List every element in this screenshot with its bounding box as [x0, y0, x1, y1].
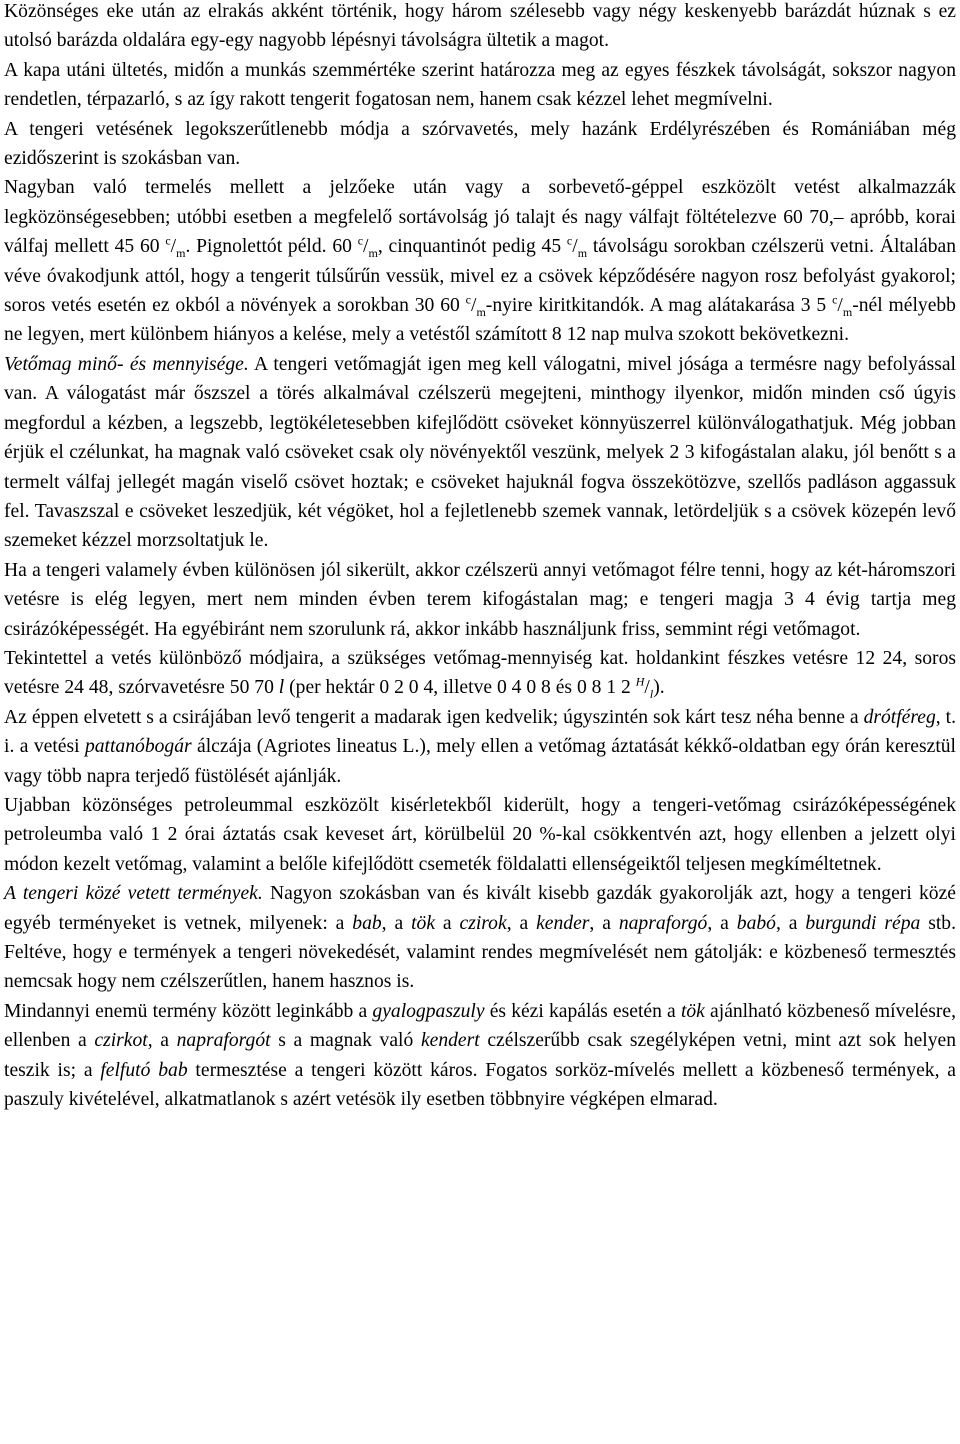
text-run: -nyire kiritkitandók. A mag alátakarása 3 5: [485, 295, 833, 317]
subscript-run: m: [577, 246, 588, 261]
superscript-run: c: [165, 233, 171, 248]
text-run: távolságu sorokban czélszerü vetni. Általában véve óvakodjunk attól, hogy a tengerit túlsűrűn vessük, mivel ez a csövek képződésére nagyon rosz befolyást gyakorol; soros vetés esetén ez okból a növények a sorokban 30 60: [4, 236, 956, 317]
superscript-run: H: [635, 674, 645, 689]
paragraph: [4, 173, 956, 349]
text-run: felfutó bab: [100, 1059, 188, 1081]
text-run: drótféreg: [863, 706, 936, 728]
paragraph: [4, 791, 956, 879]
paragraph: [4, 997, 956, 1115]
text-run: ajánlható közbeneső mívelésre, ellenben a: [4, 1000, 956, 1052]
text-run: babó: [736, 912, 776, 934]
text-run: stb. Feltéve, hogy e termények a tengeri növekedését, valamint rendes megmívelését nem gátolják: e közbeneső termesztés nemcsak hogy nem czélszerűtlen, hanem hasznos is.: [4, 912, 956, 993]
text-run: Az éppen elvetett s a csirájában levő tengerit a madarak igen kedvelik; úgyszintén sok kárt tesz néha benne a: [4, 706, 864, 728]
text-run: Mindannyi enemü termény között leginkább a: [4, 1000, 373, 1022]
text-run: , a: [147, 1030, 177, 1052]
subscript-run: m: [368, 246, 378, 261]
paragraph: [4, 644, 956, 703]
text-run: a: [435, 912, 460, 934]
superscript-run: c: [832, 292, 838, 307]
text-run: Ha a tengeri valamely évben különösen jól sikerült, akkor czélszerü annyi vetőmagot félre tenni, hogy az két-háromszori vetésre is elég legyen, mert nem minden évben terem kifogástalan mag; e tengeri magja 3 4 évig tartja meg csirázóképességét. Ha egyébiránt nem szorulunk rá, akkor inkább használjunk friss, semmint régi vetőmagot.: [4, 559, 956, 640]
text-run: Nagyban való termelés mellett a jelzőeke után vagy a sorbevető-géppel eszközölt vetést alkalmazzák legközönségesebben; utóbbi esetben a megfelelő sortávolság jó talajt és nagy válfajt föltételezve 60 70,– apróbb, korai válfaj mellett 45 60: [4, 177, 956, 258]
text-run: . Pignolettót péld. 60: [185, 236, 358, 258]
text-run: kendert: [420, 1030, 480, 1052]
text-run: -nél mélyebb ne legyen, mert különbem hiányos a kelése, mely a vetéstől számított 8 12 nap mulva szokott bekövetkezni.: [4, 295, 956, 346]
paragraph: [4, 879, 956, 997]
paragraph: [4, 350, 956, 556]
superscript-run: c: [566, 233, 573, 248]
text-run: A tengeri közé vetett termények.: [4, 883, 263, 905]
text-run: czélszerűbb csak szegélyképen vetni, mint azt sok helyen teszik is; a: [4, 1030, 956, 1081]
text-run: Ujabban közönséges petroleummal eszközölt kisérletekből kiderült, hogy a tengeri-vetőmag csirázóképességének petroleumba való 1 2 órai áztatás csak keveset árt, körülbelül 20 %-kal csökkentvén azt, hogy ellenben a jelzett olyi módon kezelt vetőmag, valamint a belőle kifejlődött csemeték földalatti ellenségeiktől teljesen megkíméltetnek.: [4, 794, 956, 875]
text-run: czirkot: [94, 1030, 148, 1052]
paragraph: [4, 556, 956, 644]
text-run: , a: [381, 912, 412, 934]
paragraph: [4, 0, 956, 56]
text-run: gyalogpaszuly: [372, 1000, 485, 1022]
text-run: Tekintettel a vetés különböző módjaira, a szükséges vetőmag-mennyiség kat. holdankint fészkes vetésre 12 24, soros vetésre 24 48, szórvavetésre 50 70: [4, 647, 956, 699]
text-run: , a: [707, 912, 737, 934]
text-run: , a: [506, 912, 537, 934]
text-run: /: [572, 236, 578, 258]
text-run: , a: [775, 912, 806, 934]
text-run: Vetőmag minő- és mennyisége.: [4, 353, 249, 375]
paragraph: [4, 56, 956, 115]
text-run: álczája (Agriotes lineatus L.), mely ellen a vetőmag áztatását kékkő-oldatban egy órán keresztül vagy több napra terjedő füstölését ajánlják.: [4, 736, 957, 787]
subscript-run: l: [649, 687, 654, 702]
superscript-run: c: [465, 292, 471, 307]
text-run: (per hektár 0 2 0 4, illetve 0 4 0 8 és 0 8 1 2: [284, 677, 636, 699]
text-run: Nagyon szokásban van és kivált kisebb gazdák gyakorolják azt, hogy a tengeri közé egyéb terményeket is vetnek, milyenek: a: [4, 883, 956, 934]
text-run: , a: [589, 912, 619, 934]
text-run: /: [471, 295, 477, 317]
paragraph: [4, 115, 956, 174]
text-run: napraforgót: [176, 1030, 271, 1052]
paragraph: [4, 703, 956, 791]
text-run: /: [170, 236, 177, 258]
text-run: és kézi kapálás esetén a: [484, 1000, 681, 1022]
subscript-run: m: [476, 304, 486, 319]
text-run: termesztése a tengeri között káros. Fogatos sorköz-mívelés mellett a közbeneső termények, a paszuly kivételével, alkatmatlanok s azért vetésök ily esetben többnyire végképen elmarad.: [4, 1059, 956, 1111]
text-run: pattanóbogár: [84, 736, 192, 758]
text-run: tök: [680, 1000, 705, 1022]
text-run: , t. i. a vetési: [4, 706, 956, 758]
text-run: l: [278, 677, 285, 699]
text-run: ).: [653, 677, 665, 699]
text-run: /: [837, 295, 843, 317]
text-run: czirok: [459, 912, 507, 934]
text-run: burgundi répa: [805, 912, 921, 934]
subscript-run: m: [842, 304, 853, 319]
subscript-run: m: [176, 246, 186, 261]
text-run: A kapa utáni ültetés, midőn a munkás szemmértéke szerint határozza meg az egyes fészkek távolságát, sokszor nagyon rendetlen, térpazarló, s az így rakott tengerit fogatosan nem, hanem csak kézzel lehet megmívelni.: [4, 59, 956, 111]
text-run: s a magnak való: [270, 1030, 421, 1052]
text-run: /: [644, 677, 650, 699]
text-run: kender: [536, 912, 590, 934]
text-run: A tengeri vetésének legokszerűtlenebb módja a szórvavetés, mely hazánk Erdélyrészében és Romániában még ezidőszerint is szokásban van.: [4, 118, 956, 170]
text-run: napraforgó: [618, 912, 708, 934]
superscript-run: c: [357, 233, 364, 248]
text-run: A tengeri vetőmagját igen meg kell válogatni, mivel jósága a termésre nagy befolyással van. A válogatást már őszszel a törés alkalmával czélszerü megejteni, minthogy ilyenkor, midőn minden cső úgyis megfordul a kézben, a legszebb, legtökéletesebben kifejlődött csöveket könnyüszerrel különválogathatjuk. Még jobban érjük el czélunkat, ha magnak való csöveket csak oly növényektől veszünk, melyek 2 3 kifogástalan alaku, jól benőtt s a termelt válfaj jellegét magán viselő csövet hoztak; e csöveket hajuknál fogva összekötözve, szellős padláson aggassuk fel. Tavaszszal e csöveket leszedjük, két végöket, hol a fejletlenebb szemek vannak, letördeljük s a csövek közepén levő szemeket kézzel morzsoltatjuk le.: [4, 353, 956, 552]
text-run: , cinquantinót pedig 45: [377, 236, 567, 258]
text-run: /: [363, 236, 369, 258]
text-run: tök: [411, 912, 436, 934]
text-run: Közönséges eke után az elrakás akként történik, hogy három szélesebb vagy négy keskenyebb barázdát húznak s ez utolsó barázda oldalára egy-egy nagyobb lépésnyi távolságra ültetik a magot.: [4, 1, 956, 52]
text-run: bab: [352, 912, 382, 934]
